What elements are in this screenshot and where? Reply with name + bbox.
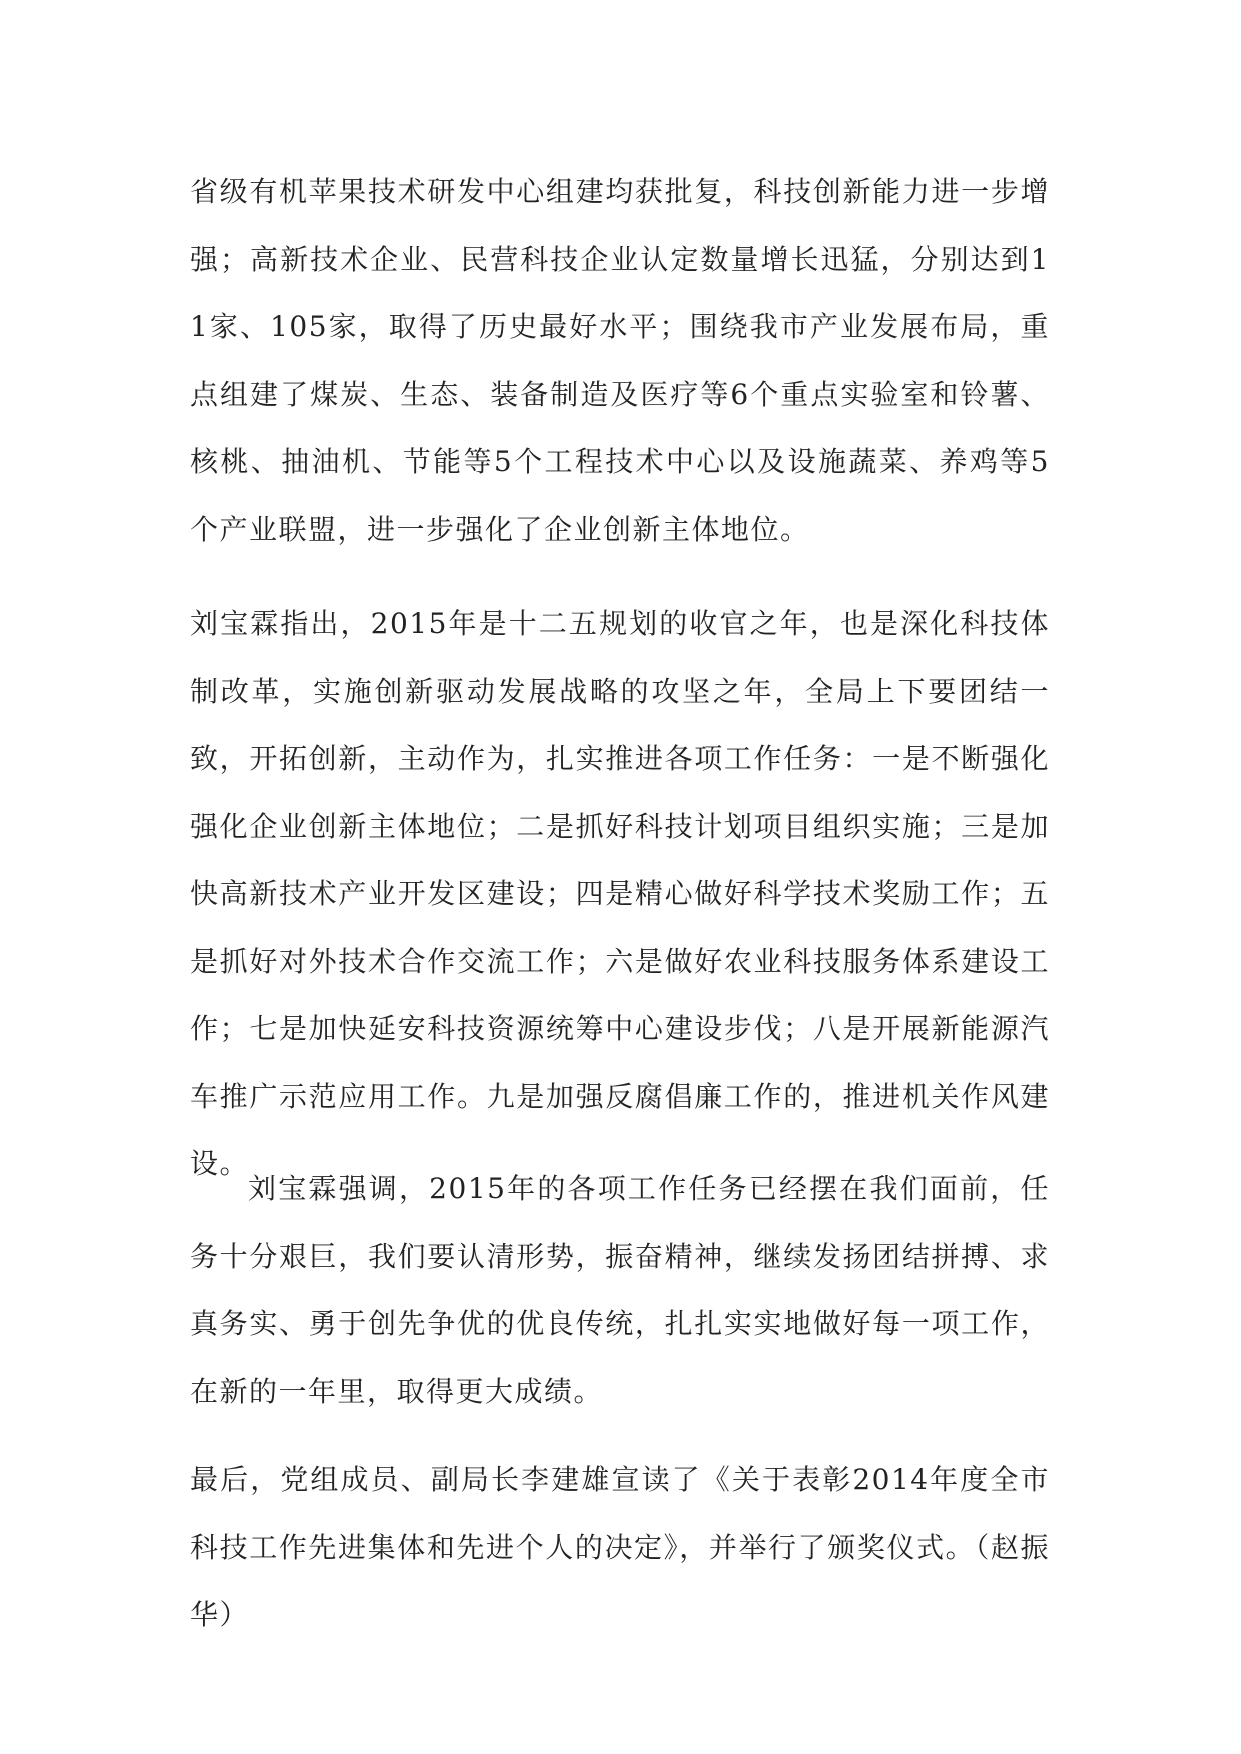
paragraph-achievements: 省级有机苹果技术研发中心组建均获批复，科技创新能力进一步增强；高新技术企业、民营科技企业认定数量增长迅猛，分别达到11家、105家，取得了历史最好水平；围绕我市产业发展布局，重点组建了煤炭、生态、装备制造及医疗等6个重点实验室和铃薯、核桃、抽油机、节能等5个工程技术中心以及设施蔬菜、养鸡等5个产业联盟，进一步强化了企业创新主体地位。: [190, 175, 1050, 546]
paragraph-closing: 最后，党组成员、副局长李建雄宣读了《关于表彰2014年度全市科技工作先进集体和先进个人的决定》，并举行了颁奖仪式。（赵振华）: [190, 1463, 1050, 1631]
paragraph-2015-tasks: 刘宝霖指出，2015年是十二五规划的收官之年，也是深化科技体制改革，实施创新驱动发展战略的攻坚之年，全局上下要团结一致，开拓创新，主动作为，扎实推进各项工作任务：一是不断强化强化企业创新主体地位；二是抓好科技计划项目组织实施；三是加快高新技术产业开发区建设；四是精心做好科学技术奖励工作；五是抓好对外技术合作交流工作；六是做好农业科技服务体系建设工作；七是加快延安科技资源统筹中心建设步伐；八是开展新能源汽车推广示范应用工作。九是加强反腐倡廉工作的，推进机关作风建设。: [190, 607, 1050, 1180]
paragraph-emphasis: 刘宝霖强调，2015年的各项工作任务已经摆在我们面前，任务十分艰巨，我们要认清形势，振奋精神，继续发扬团结拼搏、求真务实、勇于创先争优的优良传统，扎扎实实地做好每一项工作，在新的一年里，取得更大成绩。: [190, 1172, 1050, 1408]
